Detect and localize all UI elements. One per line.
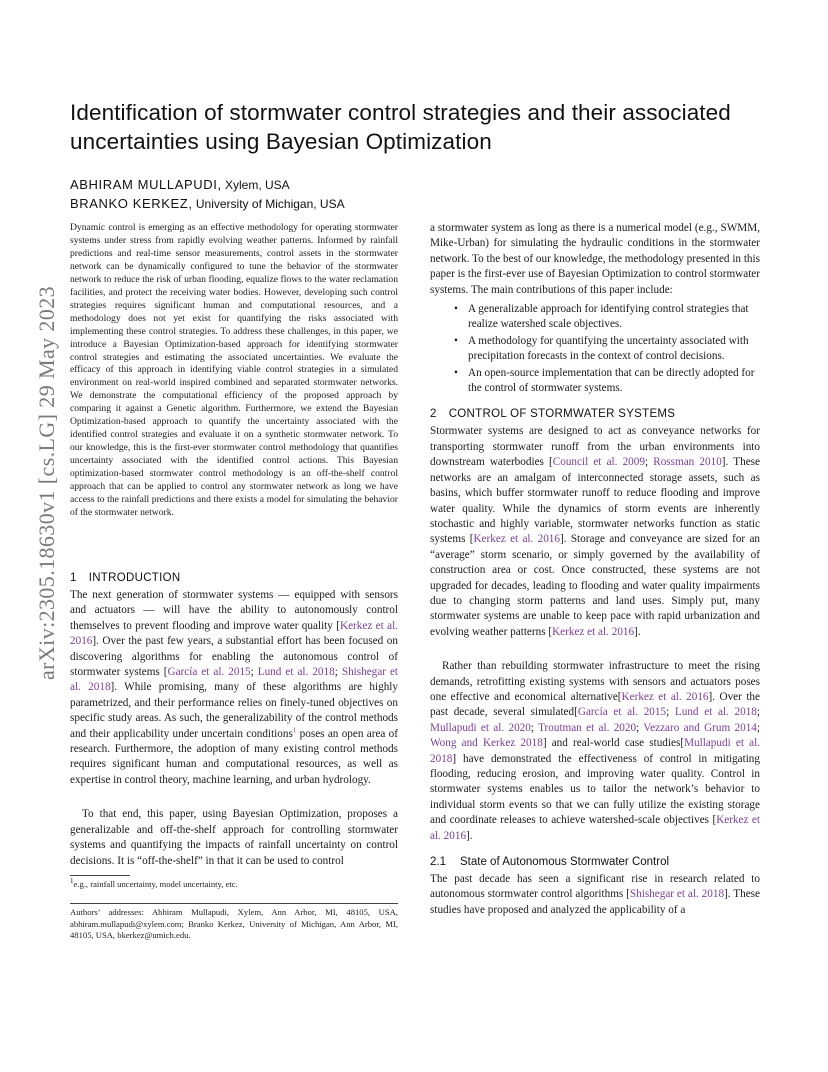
text: ]. bbox=[466, 829, 473, 842]
paragraph bbox=[430, 872, 760, 918]
text: ; bbox=[250, 666, 258, 679]
list-item-text: An open-source implementation that can be directly adopted for the control of stormwater systems. bbox=[468, 366, 755, 395]
footnote bbox=[70, 879, 398, 889]
citation-link[interactable]: García et al. 2015 bbox=[577, 706, 667, 719]
text: The past decade has seen a significant rise in research related to autonomous stormwater control algorithms [ bbox=[430, 873, 760, 901]
introduction-section bbox=[70, 572, 398, 869]
section-heading bbox=[430, 408, 760, 420]
paragraph: a stormwater system as long as there is a numerical model (e.g., SWMM, Mike-Urban) for simulating the hydraulic conditions in the stormwater network. To the best of our knowledge, the methodology presented in this paper is the first-ever use of Bayesian Optimization to control stormwater systems. The main contributions of this paper include: bbox=[430, 222, 760, 296]
text: ] have demonstrated the effectiveness of control in mitigating flooding, reducing erosion, and improving water quality. Control in stormwater systems enables us to tailor the network’s behavior to individual storm events so that we can fully utilize the existing storage and coordinate releases to achieve watershed-scale objectives [ bbox=[430, 752, 760, 827]
text: ]. Over the past decade, several simulated[ bbox=[430, 690, 760, 719]
text: ; bbox=[636, 721, 644, 734]
subsection-number: 2.1 bbox=[430, 856, 446, 869]
address-divider bbox=[70, 903, 398, 904]
citation-link[interactable]: Kerkez et al. 2016 bbox=[473, 533, 560, 546]
citation-link[interactable]: Kerkez et al. 2016 bbox=[70, 619, 398, 648]
subsection-heading bbox=[430, 856, 760, 868]
text: ; bbox=[644, 456, 654, 469]
text: ; bbox=[334, 666, 342, 679]
text: ; bbox=[756, 706, 761, 719]
text: The next generation of stormwater systems — equipped with sensors and actuators — will have the ability to autonomously control themselves to prevent flooding and improve water quality [ bbox=[70, 589, 398, 632]
list-item bbox=[430, 302, 760, 333]
section-number: 1 bbox=[70, 572, 77, 584]
author-addresses: Authors’ addresses: Abhiram Mullapudi, Xylem, Ann Arbor, MI, 48105, USA, abhiram.mullapudi@xylem.com; Branko Kerkez, University of Michigan, Ann Arbor, MI, 48105, USA, bkerkez@umich.edu. bbox=[70, 907, 398, 940]
author-name: ABHIRAM MULLAPUDI, bbox=[70, 177, 222, 192]
author-name: BRANKO KERKEZ, bbox=[70, 196, 193, 211]
citation-link[interactable]: Lund et al. 2018 bbox=[257, 666, 335, 679]
text: ]. These networks are an amalgam of interconnected storage assets, such as basins, which buffer stormwater runoff to reduce flooding and improve water quality. While the dynamics of storm events are inherently stochastic and highly variable, stormwater networks function as static systems [ bbox=[430, 456, 760, 546]
paragraph bbox=[70, 588, 398, 788]
text: Rather than rebuilding stormwater infrastructure to meet the rising demands, retrofitting existing systems with sensors and actuators poses one effective and economical alternative[ bbox=[430, 660, 760, 703]
list-item bbox=[430, 366, 760, 397]
text: ; bbox=[756, 721, 760, 734]
section-title: INTRODUCTION bbox=[88, 572, 181, 584]
author-affiliation: University of Michigan, USA bbox=[192, 197, 345, 211]
text: ; bbox=[530, 721, 539, 734]
bullet-icon: • bbox=[454, 303, 458, 316]
section-number: 2 bbox=[430, 408, 437, 421]
citation-link[interactable]: Shishegar et al. 2018 bbox=[629, 888, 725, 901]
citation-link[interactable]: Vezzaro and Grum 2014 bbox=[643, 721, 757, 734]
text: poses an open area of research. Furthermore, the adoption of many existing control methods requires significant human and computational resources, as well as expertise in control theory, machine learning, and urban hydrology. bbox=[70, 727, 399, 786]
bullet-icon: • bbox=[454, 334, 458, 347]
list-item-text: A generalizable approach for identifying control strategies that realize watershed scale objectives. bbox=[468, 303, 749, 331]
text: ]. While promising, many of these algorithms are highly parametrized, and their performance relies on finely-tuned objectives on specific study areas. As such, the generalizability of the control methods and their applicability under uncertain conditions bbox=[70, 681, 398, 740]
footnote-text: e.g., rainfall uncertainty, model uncertainty, etc. bbox=[73, 879, 238, 889]
bullet-icon: • bbox=[454, 366, 458, 379]
author-affiliation: Xylem, USA bbox=[221, 178, 290, 192]
text: ]. These studies have proposed and analyzed the applicability of a bbox=[430, 888, 760, 916]
citation-link[interactable]: Kerkez et al. 2016 bbox=[621, 690, 709, 703]
text: ]. Over the past few years, a substantial effort has been focused on discovering algorithms for enabling the autonomous control of stormwater systems [ bbox=[70, 635, 398, 679]
abstract: Dynamic control is emerging as an effective methodology for operating stormwater systems under stress from rapidly evolving weather patterns. Informed by rainfall predictions and real-time sensor measurements, control assets in the stormwater network can be dynamically configured to tune the behavior of the stormwater network to reduce the risk of urban flooding, equalize flows to the water reclamation facilities, and protect the receiving water bodies. However, developing such control strategies requires significant human and computational resources, and a methodology does not yet exist for quantifying the risks associated with implementing these control strategies. To address these challenges, in this paper, we introduce a Bayesian Optimization-based approach for identifying stormwater control strategies and estimating the associated uncertainties. We evaluate the efficacy of this approach in identifying viable control strategies in a simulated environment on real-world inspired combined and separated stormwater networks. We demonstrate the computational efficiency of the proposed approach by comparing it against a Genetic algorithm. Furthermore, we extend the Bayesian Optimization-based approach to quantify the uncertainty associated with the identified control strategies and evaluate it on a synthetic stormwater network. To our knowledge, this is the first-ever stormwater control methodology that quantifies uncertainty associated with the identified control actions. This Bayesian optimization-based stormwater control methodology is an off-the-shelf control approach that can be applied to control any stormwater network as long we have access to the rainfall predictions and there exists a model for simulating the behavior of the stormwater network. bbox=[70, 222, 398, 518]
citation-link[interactable]: Troutman et al. 2020 bbox=[538, 721, 637, 734]
citation-link[interactable]: Rossman 2010 bbox=[653, 456, 722, 469]
text: ]. bbox=[634, 625, 641, 638]
citation-link[interactable]: Lund et al. 2018 bbox=[674, 706, 757, 719]
paragraph: To that end, this paper, using Bayesian Optimization, proposes a generalizable and off-the-shelf approach for controlling stormwater systems and quantifying the impacts of rainfall uncertainty on control decisions. It is “off-the-shelf” in that it can be used to control bbox=[70, 808, 398, 867]
footnote-divider bbox=[70, 875, 130, 876]
citation-link[interactable]: Mullapudi et al. 2020 bbox=[430, 721, 531, 734]
author-2 bbox=[70, 196, 345, 211]
arxiv-identifier: arXiv:2305.18630v1 [cs.LG] 29 May 2023 bbox=[34, 285, 59, 680]
footnote-marker[interactable]: 1 bbox=[292, 725, 297, 734]
citation-link[interactable]: Kerkez et al. 2016 bbox=[552, 625, 635, 638]
list-item bbox=[430, 334, 760, 365]
list-item-text: A methodology for quantifying the uncertainty associated with precipitation forecasts in the context of control decisions. bbox=[468, 334, 749, 363]
text: Stormwater systems are designed to act as conveyance networks for transporting stormwater runoff from the urban environments into downstream waterbodies [ bbox=[430, 425, 760, 469]
citation-link[interactable]: Council et al. 2009 bbox=[552, 456, 645, 469]
subsection-title: State of Autonomous Stormwater Control bbox=[460, 856, 670, 869]
right-column bbox=[430, 221, 760, 918]
text: ]. Storage and conveyance are sized for an “average” storm scenario, or simply governed by the availability of construction area or cost. Once constructed, these systems are not upgraded for decades, leading to flooding and water quality impairments due to changing storm patterns and land uses. Simply put, many stormwater systems are unable to keep pace with rapid urbanization and evolving weather patterns [ bbox=[430, 533, 761, 638]
paragraph bbox=[430, 424, 760, 640]
section-heading bbox=[70, 572, 398, 584]
text: ; bbox=[666, 706, 675, 719]
citation-link[interactable]: Shishegar et al. 2018 bbox=[70, 666, 399, 694]
paragraph bbox=[430, 659, 760, 844]
citation-link[interactable]: Mullapudi et al. 2018 bbox=[430, 737, 760, 765]
footnote-mark: 1 bbox=[70, 877, 74, 886]
citation-link[interactable]: García et al. 2015 bbox=[167, 666, 251, 679]
citation-link[interactable]: Wong and Kerkez 2018 bbox=[430, 737, 543, 750]
author-1 bbox=[70, 177, 290, 192]
citation-link[interactable]: Kerkez et al. 2016 bbox=[430, 814, 760, 842]
section-title: CONTROL OF STORMWATER SYSTEMS bbox=[448, 408, 676, 421]
paper-title: Identification of stormwater control strategies and their associated uncertainties using Bayesian Optimization bbox=[70, 100, 731, 154]
contributions-list bbox=[430, 302, 760, 396]
text: ] and real-world case studies[ bbox=[542, 737, 685, 750]
